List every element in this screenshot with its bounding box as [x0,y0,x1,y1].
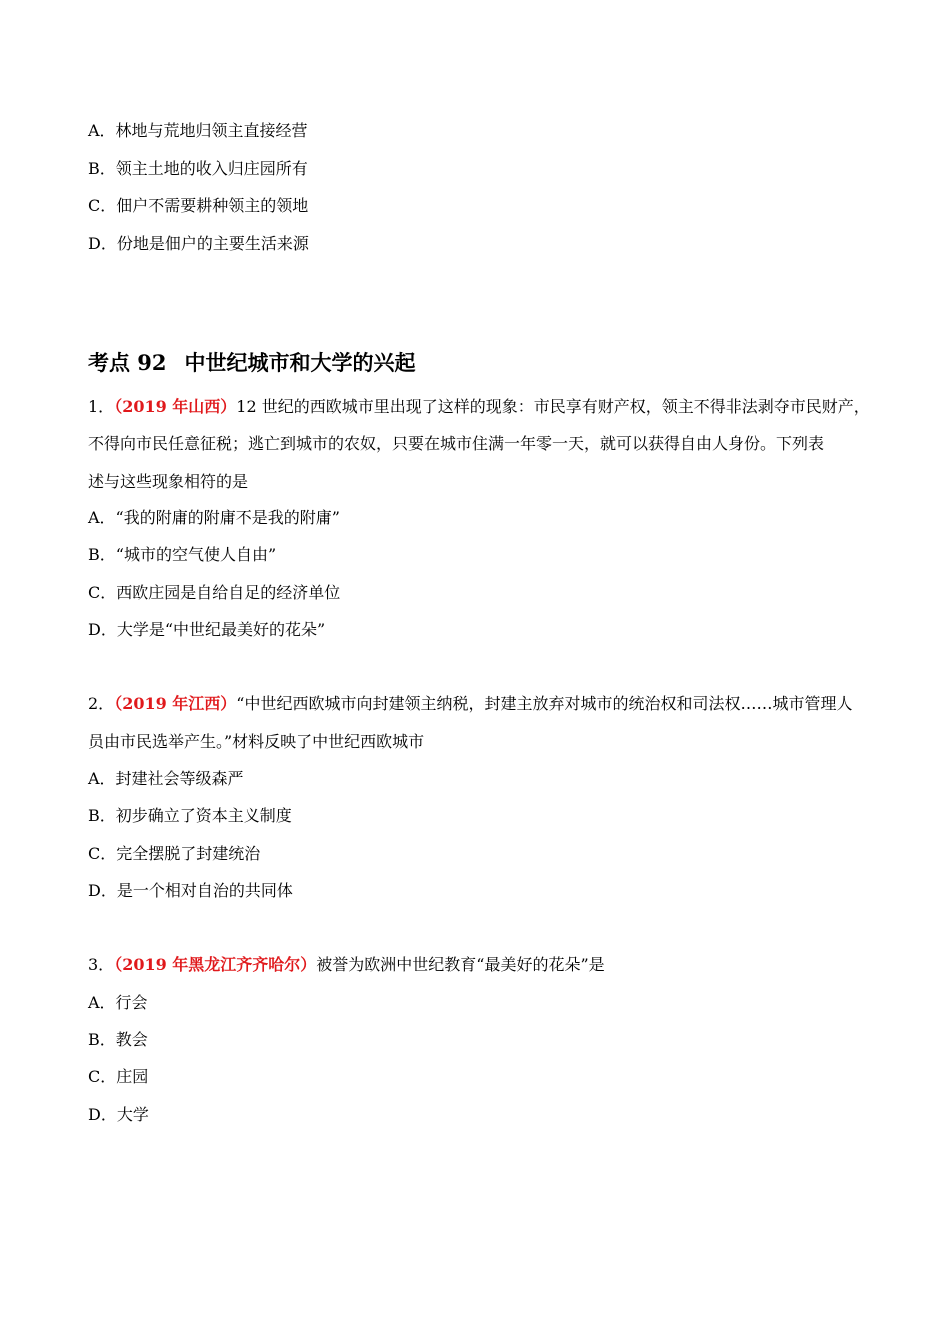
question-text: 员由市民选举产生。”材料反映了中世纪西欧城市 [88,732,425,751]
question-1-stem [88,397,878,417]
question-text: 12 世纪的西欧城市里出现了这样的现象：市民享有财产权，领主不得非法剥夺市民财产， [236,397,870,416]
question-text: “中世纪西欧城市向封建领主纳税，封建主放弃对城市的统治权和司法权……城市管理人 [236,694,853,713]
question-source: （2019 年黑龙江齐齐哈尔） [114,955,317,974]
question-text: 被誉为欧洲中世纪教育“最美好的花朵”是 [316,955,605,974]
question-number: 1． [88,397,115,416]
option-d: D．份地是佃户的主要生活来源 [88,234,309,253]
question-source: （2019 年江西） [114,694,237,713]
question-3-stem [88,955,878,975]
question-text: 述与这些现象相符的是 [88,472,249,491]
question-number: 3． [88,955,115,974]
option-b: B．初步确立了资本主义制度 [88,806,292,825]
option-a: A．行会 [88,993,148,1012]
option-a: A．封建社会等级森严 [88,769,244,788]
option-c: C．西欧庄园是自给自足的经济单位 [88,583,341,602]
question-text: 不得向市民任意征税；逃亡到城市的农奴，只要在城市住满一年零一天，就可以获得自由人身份。下列表 [88,434,825,453]
option-c: C．庄园 [88,1067,149,1086]
option-a: A．“我的附庸的附庸不是我的附庸” [88,508,340,527]
section-heading [88,349,416,377]
option-d: D．是一个相对自治的共同体 [88,881,293,900]
option-d: D．大学 [88,1105,149,1124]
section-title: 中世纪城市和大学的兴起 [184,350,416,375]
question-source: （2019 年山西） [114,397,237,416]
section-label: 考点 92 [88,350,167,375]
option-c: C．佃户不需要耕种领主的领地 [88,196,309,215]
option-b: B．领主土地的收入归庄园所有 [88,159,308,178]
question-number: 2． [88,694,115,713]
option-d: D．大学是“中世纪最美好的花朵” [88,620,326,639]
option-c: C．完全摆脱了封建统治 [88,844,261,863]
question-2-stem [88,694,878,714]
option-b: B．教会 [88,1030,148,1049]
option-a: A．林地与荒地归领主直接经营 [88,121,308,140]
option-b: B．“城市的空气使人自由” [88,545,277,564]
